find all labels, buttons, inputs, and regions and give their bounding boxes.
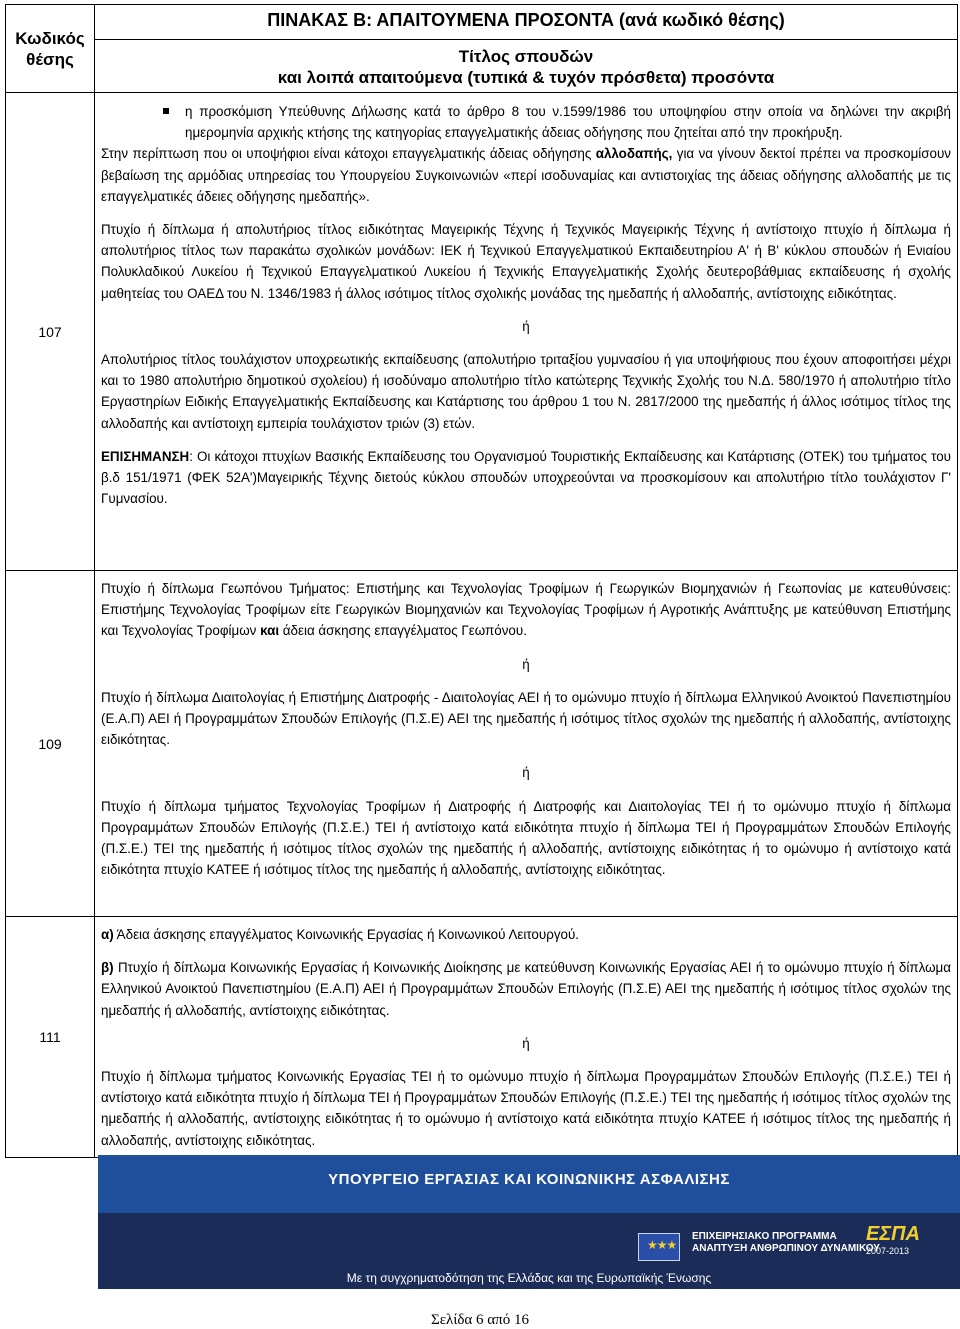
qualification-paragraph: Απολυτήριος τίτλος τουλάχιστον υποχρεωτικής εκπαίδευσης (απολυτήριο τριταξίου γυμνασίου ή για υποψήφιους που έχουν αποφοιτήσει μέχρι και το 1980 απολυτήριο δημοτικού σχολείου) ή ισοδύναμο απολυτήριο τίτλο κατώτερης Τεχνικής Σχολής του Ν.Δ. 580/1970 ή απολυτήριο τίτλο Εργαστηρίων Ειδικής Επαγγελματικής Εκπαίδευσης και Κατάρτισης του άρθρου 1 του Ν. 2817/2000 της ημεδαπής ή άλλος ισότιμος τίτλος της αλλοδαπής και αντίστοιχη εμπειρία τουλάχιστον τριών (3) ετών.: [101, 352, 951, 431]
eu-flag-icon: ★★★: [638, 1233, 680, 1261]
requirements-table: [5, 4, 958, 1158]
position-code: 111: [6, 917, 95, 1158]
text-span: Άδεια άσκησης επαγγέλματος Κοινωνικής Εργασίας ή Κοινωνικού Λειτουργού.: [113, 927, 579, 942]
table-row: [6, 917, 958, 1158]
or-separator: ή: [522, 656, 530, 672]
espa-logo: [866, 1223, 936, 1271]
note-paragraph: [101, 446, 951, 510]
program-line2: ΑΝΑΠΤΥΞΗ ΑΝΘΡΩΠΙΝΟΥ ΔΥΝΑΜΙΚΟΥ: [692, 1243, 880, 1254]
text-span: άδεια άσκησης επαγγέλματος Γεωπόνου.: [279, 623, 527, 639]
foreign-license-paragraph: [101, 143, 951, 207]
page-number: Σελίδα 6 από 16: [431, 1312, 529, 1328]
column-header-code-line2: θέσης: [26, 49, 74, 69]
qualification-paragraph: Πτυχίο ή δίπλωμα τμήματος Τεχνολογίας Τροφίμων ή Διατροφής ή Διατροφής και Διαιτολογίας ΤΕΙ ή το ομώνυμο πτυχίο ή δίπλωμα Προγραμμάτων Σπουδών Επιλογής (Π.Σ.Ε.) ΤΕΙ ή αντίστοιχο κατά ειδικότητα πτυχίο ή δίπλωμα ΤΕΙ ή Προγραμμάτων Σπουδών Επιλογής (Π.Σ.Ε.) ΤΕΙ της ημεδαπής ή ισότιμος τίτλος σχολών της ημεδαπής ή αλλοδαπής, αντίστοιχης ειδικότητας ή το ομώνυμο ή αντίστοιχο κατά ειδικότητα πτυχίο ΚΑΤΕΕ ή ισότιμος τίτλος της ημεδαπής ή αλλοδαπής, αντίστοιχης ειδικότητας.: [101, 798, 951, 878]
requirements-cell: [95, 571, 958, 917]
requirement-b: [101, 957, 951, 1021]
table-row: [6, 93, 958, 571]
column-header-code-line1: Κωδικός: [15, 28, 85, 48]
column-header-title: [95, 40, 958, 93]
program-name: [692, 1231, 880, 1255]
list-item: [101, 101, 951, 143]
cofunding-slogan: Με τη συγχρηματοδότηση της Ελλάδας και της Ευρωπαϊκής Ένωσης: [346, 1271, 712, 1285]
requirements-cell: [95, 93, 958, 571]
bullet-text: η προσκόμιση Υπεύθυνης Δήλωσης κατά το άρθρο 8 του ν.1599/1986 του υποψηφίου στην οποία να δηλώνει την ακριβή ημερομηνία αρχικής κτήσης της κατηγορίας επαγγελματικής άδειας οδήγησης που ζητείται από την προκήρυξη.: [185, 104, 951, 141]
ministry-name: ΥΠΟΥΡΓΕΙΟ ΕΡΓΑΣΙΑΣ ΚΑΙ ΚΟΙΝΩΝΙΚΗΣ ΑΣΦΑΛΙΣΗΣ: [328, 1171, 730, 1188]
text-span: Πτυχίο ή δίπλωμα Γεωπόνου Τμήματος: Επιστήμης και Τεχνολογίας Τροφίμων ή Γεωργικών Βιομηχανιών ή Γεωπονίας με κατευθύνσεις: Επιστήμης Τεχνολογίας Τροφίμων είτε Γεωργικών Βιομηχανιών και Τεχνολογίας Τροφίμων ή Αγροτικής Ανάπτυξης με κατεύθυνση Επιστήμης και Τεχνολογίας Τροφίμων: [101, 581, 951, 639]
item-label: β): [101, 960, 114, 976]
bold-text: και: [260, 623, 280, 639]
requirements-cell: [95, 917, 958, 1158]
qualification-paragraph: Πτυχίο ή δίπλωμα τμήματος Κοινωνικής Εργασίας ΤΕΙ ή το ομώνυμο πτυχίο ή δίπλωμα Προγραμμάτων Σπουδών Επιλογής (Π.Σ.Ε.) ΤΕΙ ή αντίστοιχο κατά ειδικότητα πτυχίο ή δίπλωμα ΤΕΙ ή Προγραμμάτων Σπουδών Επιλογής (Π.Σ.Ε.) ΤΕΙ της ημεδαπής ή ισότιμος τίτλος σχολών της ημεδαπής ή αλλοδαπής, αντίστοιχης ειδικότητας ή το ομώνυμο ή αντίστοιχο κατά ειδικότητα πτυχίο ΚΑΤΕΕ ή ισότιμος τίτλος της ημεδαπής ή αλλοδαπής, αντίστοιχης ειδικότητας.: [101, 1069, 951, 1148]
or-separator: ή: [522, 318, 530, 334]
espa-logo-text: ΕΣΠΑ: [866, 1223, 920, 1245]
text-span: Πτυχίο ή δίπλωμα Κοινωνικής Εργασίας ή Κοινωνικής Διοίκησης με κατεύθυνση Κοινωνικής Εργασίας ΑΕΙ ή το ομώνυμο πτυχίο ή δίπλωμα Ελληνικού Ανοικτού Πανεπιστημίου (Ε.Α.Π) ΑΕΙ ή Προγραμμάτων Σπουδών Επιλογής (Π.Σ.Ε) ΑΕΙ της ημεδαπής ή ισότιμος τίτλος σχολών της ημεδαπής ή αλλοδαπής, αντίστοιχης ειδικότητας.: [101, 960, 951, 1018]
note-text: : Οι κάτοχοι πτυχίων Βασικής Εκπαίδευσης του Οργανισμού Τουριστικής Εκπαίδευσης και Κατάρτισης (ΟΤΕΚ) του τμήματος του β.δ 151/1971 (ΦΕΚ 52Α')Μαγειρικής Τέχνης διετούς κύκλου σπουδών υποχρεούνται να προσκομίσουν και απολυτήριο τίτλο τουλάχιστον Γ' Γυμνασίου.: [101, 448, 951, 507]
square-bullet-icon: [163, 108, 169, 114]
text-span: για να γίνουν δεκτοί πρέπει να προσκομίσουν βεβαίωση της αρμόδιας υπηρεσίας του Υπουργείου Συγκοινωνιών «περί ισοδυναμίας και αντιστοιχίας της άδειας οδήγησης αλλοδαπής με τις επαγγελματικές άδειες οδήγησης ημεδαπής».: [101, 146, 951, 204]
qualification-paragraph: Πτυχίο ή δίπλωμα Διαιτολογίας ή Επιστήμης Διατροφής - Διαιτολογίας ΑΕΙ ή το ομώνυμο πτυχίο ή δίπλωμα Ελληνικού Ανοικτού Πανεπιστημίου (Ε.Α.Π) ΑΕΙ ή Προγραμμάτων Σπουδών Επιλογής (Π.Σ.Ε) ΑΕΙ της ημεδαπής ή ισότιμος τίτλος σχολών της ημεδαπής ή αλλοδαπής, αντίστοιχης ειδικότητας.: [101, 689, 951, 748]
column-header-title-line2: και λοιπά απαιτούμενα (τυπικά & τυχόν πρόσθετα) προσόντα: [277, 68, 775, 87]
qualification-paragraph: Πτυχίο ή δίπλωμα ή απολυτήριος τίτλος ειδικότητας Μαγειρικής Τέχνης ή Τεχνικός Μαγειρικής Τέχνης ή αντίστοιχο πτυχίο ή δίπλωμα ή απολυτήριος τίτλος των παρακάτω σχολικών μονάδων: ΙΕΚ ή Τεχνικού Επαγγελματικού Εκπαιδευτηρίου Α' ή Β' κύκλου σπουδών ή Ενιαίου Πολυκλαδικού Λυκείου ή Τεχνικού Επαγγελματικού Λυκείου ή Τεχνικής Επαγγελματικής Σχολής δευτεροβάθμιας εκπαίδευσης ή σχολής μαθητείας του ΟΑΕΔ του Ν. 1346/1983 ή άλλος ισότιμος τίτλος σχολικής μονάδας της ημεδαπής ή αλλοδαπής, αντίστοιχης ειδικότητας.: [101, 222, 951, 301]
position-code: 109: [6, 571, 95, 917]
or-separator: ή: [522, 765, 530, 781]
requirement-a: [101, 924, 951, 945]
table-title: ΠΙΝΑΚΑΣ Β: ΑΠΑΙΤΟΥΜΕΝΑ ΠΡΟΣΟΝΤΑ (ανά κωδικό θέσης): [95, 5, 958, 40]
item-label: α): [101, 927, 114, 942]
position-code: 107: [6, 93, 95, 571]
text-span: Στην περίπτωση που οι υποψήφιοι είναι κάτοχοι επαγγελματικής άδειας οδήγησης: [101, 146, 596, 162]
column-header-title-line1: Τίτλος σπουδών: [458, 47, 594, 66]
funding-banner: [98, 1155, 960, 1289]
note-label: ΕΠΙΣΗΜΑΝΣΗ: [101, 448, 190, 464]
qualification-paragraph: [101, 578, 951, 642]
ministry-bar: [98, 1155, 960, 1213]
column-header-code: [6, 5, 95, 93]
or-separator: ή: [522, 1035, 530, 1051]
table-row: [6, 571, 958, 917]
espa-years: 2007-2013: [866, 1246, 910, 1256]
program-line1: ΕΠΙΧΕΙΡΗΣΙΑΚΟ ΠΡΟΓΡΑΜΜΑ: [692, 1231, 837, 1242]
bold-text: αλλοδαπής,: [595, 146, 673, 162]
